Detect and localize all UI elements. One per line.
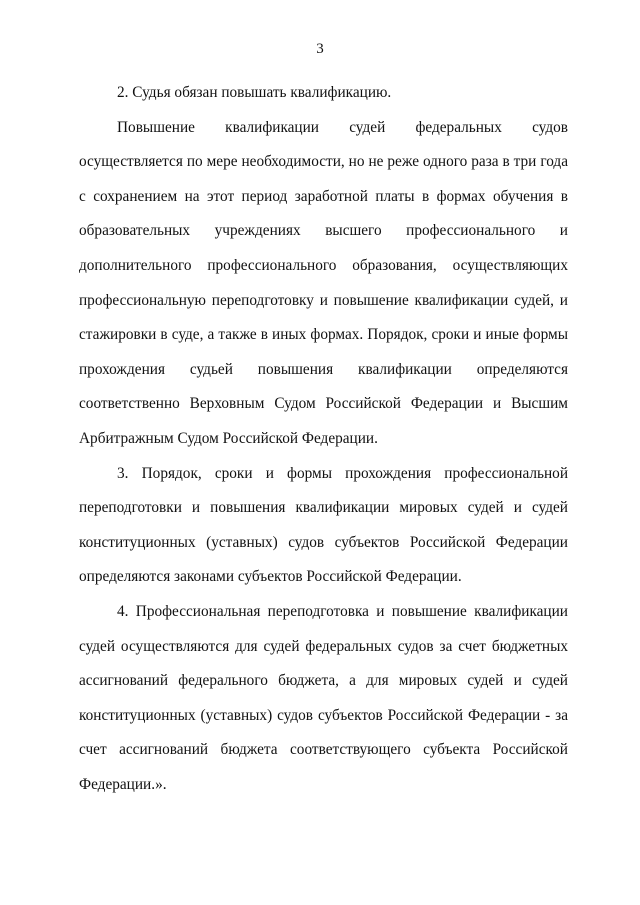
paragraph-3: 3. Порядок, сроки и формы прохождения профессиональной переподготовки и повышения квалификации мировых судей и судей конституционных (уставных) судов субъектов Российской Федерации определяются законами субъектов Российской Федерации. <box>79 464 568 586</box>
paragraph-2-heading: 2. Судья обязан повышать квалификацию. <box>117 84 392 101</box>
page-number: 3 <box>316 41 324 57</box>
paragraph-4: 4. Профессиональная переподготовка и повышение квалификации судей осуществляются для судей федеральных судов за счет бюджетных ассигнований федерального бюджета, а для мировых судей и судей конституционных (уставных) судов субъектов Российской Федерации - за счет ассигнований бюджета соответствующего субъекта Российской Федерации.». <box>79 602 568 793</box>
document-body <box>79 76 568 802</box>
paragraph-qualification-federal: Повышение квалификации судей федеральных судов осуществляется по мере необходимости, но не реже одного раза в три года с сохранением на этот период заработной платы в формах обучения в образовательных учреждениях высшего профессионального и дополнительного профессионального образования, осуществляющих профессиональную переподготовку и повышение квалификации судей, и стажировки в суде, а также в иных формах. Порядок, сроки и иные формы прохождения судьей повышения квалификации определяются соответственно Верховным Судом Российской Федерации и Высшим Арбитражным Судом Российской Федерации. <box>79 118 568 447</box>
